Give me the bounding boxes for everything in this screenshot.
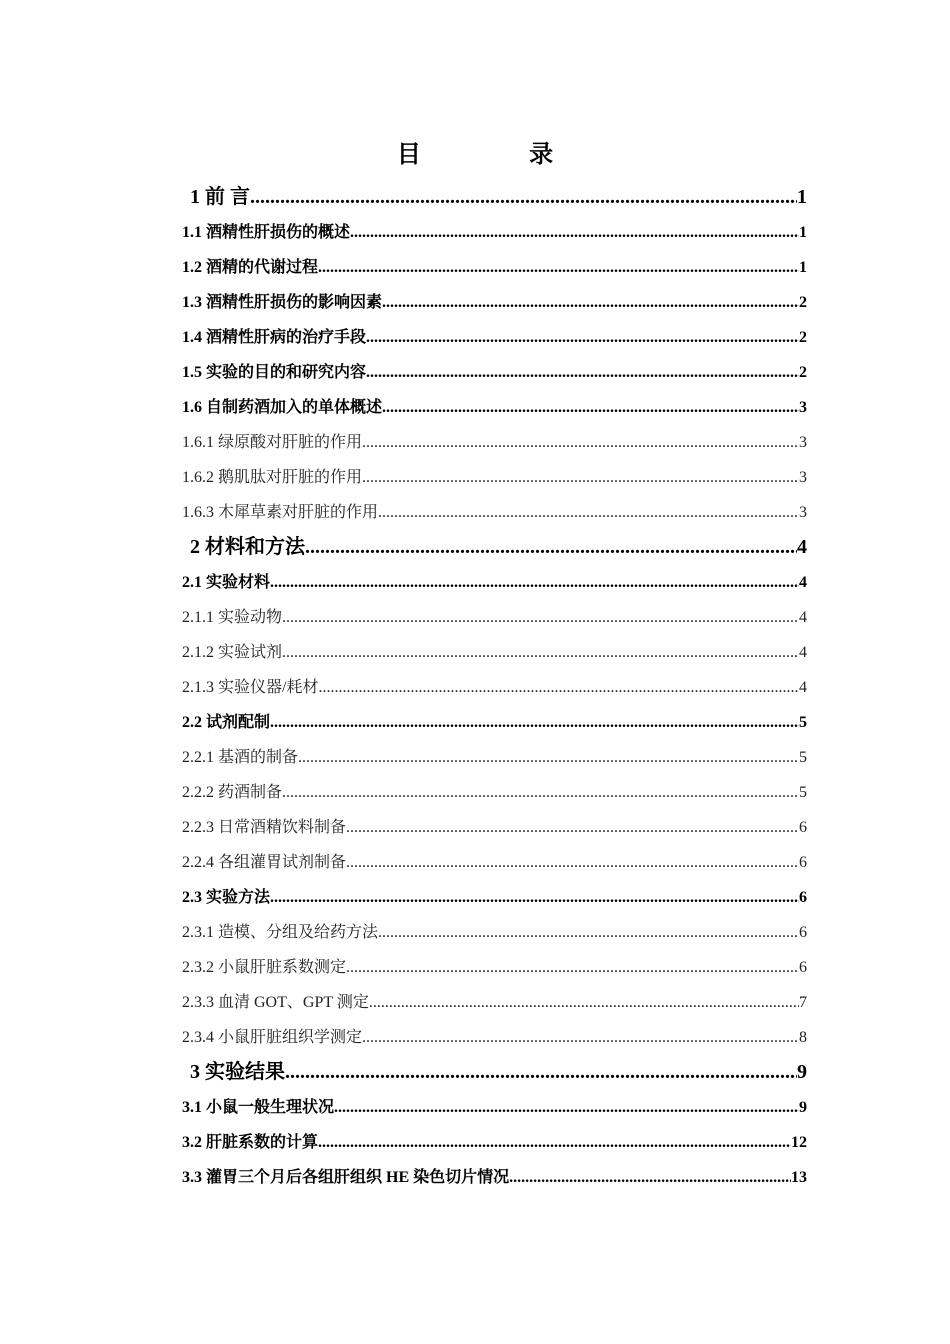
toc-entry[interactable] (182, 880, 807, 915)
toc-entry-label: 3.3 灌胃三个月后各组肝组织 HE 染色切片情况 (182, 1169, 510, 1186)
toc-entry-page: 4 (797, 536, 807, 558)
toc-entry-label: 2.2.1 基酒的制备 (182, 749, 299, 766)
toc-entry-page: 7 (799, 994, 807, 1011)
dot-leader (318, 670, 799, 705)
toc-entry-label: 1.4 酒精性肝病的治疗手段 (182, 329, 367, 346)
toc-entry[interactable] (182, 530, 807, 565)
toc-entry-label: 2.1 实验材料 (182, 574, 271, 591)
dot-leader (382, 285, 799, 320)
toc-entry-page: 12 (791, 1134, 807, 1151)
toc-title: 目 录 (396, 140, 604, 168)
toc-entry-label: 1.6 自制药酒加入的单体概述 (182, 399, 383, 416)
toc-entry[interactable] (182, 705, 807, 740)
dot-leader (298, 740, 799, 775)
toc-entry-label: 1.5 实验的目的和研究内容 (182, 364, 367, 381)
toc-entry[interactable] (182, 425, 807, 460)
toc-entry-label: 2.1.3 实验仪器/耗材 (182, 679, 319, 696)
toc-entry[interactable] (182, 180, 807, 215)
toc-entry[interactable] (182, 1160, 807, 1195)
toc-entry-label: 2.3.1 造模、分组及给药方法 (182, 924, 379, 941)
dot-leader (378, 495, 799, 530)
dot-leader (270, 880, 799, 915)
dot-leader (366, 355, 799, 390)
toc-entry[interactable] (182, 950, 807, 985)
toc-entry-label: 2.3.4 小鼠肝脏组织学测定 (182, 1029, 363, 1046)
toc-entry[interactable] (182, 635, 807, 670)
dot-leader (350, 215, 799, 250)
toc-entry-label: 3 实验结果 (190, 1061, 285, 1083)
toc-entry-page: 8 (799, 1029, 807, 1046)
toc-entry-label: 2.3.2 小鼠肝脏系数测定 (182, 959, 347, 976)
toc-entry-page: 3 (799, 469, 807, 486)
toc-entry-label: 1.6.1 绿原酸对肝脏的作用 (182, 434, 363, 451)
dot-leader (270, 705, 799, 740)
toc-entry[interactable] (182, 775, 807, 810)
toc-entry-page: 4 (799, 644, 807, 661)
toc-entry-page: 2 (799, 294, 807, 311)
dot-leader (282, 775, 799, 810)
toc-entry[interactable] (182, 495, 807, 530)
toc-entry-page: 5 (799, 749, 807, 766)
toc-entry[interactable] (182, 565, 807, 600)
toc-entry-page: 6 (799, 924, 807, 941)
toc-entry[interactable] (182, 985, 807, 1020)
toc-entry-label: 3.1 小鼠一般生理状况 (182, 1099, 335, 1116)
dot-leader (346, 845, 799, 880)
toc-entry-page: 3 (799, 434, 807, 451)
toc-entry[interactable] (182, 460, 807, 495)
toc-entry[interactable] (182, 740, 807, 775)
table-of-contents (182, 180, 807, 1195)
toc-entry-page: 6 (799, 854, 807, 871)
toc-entry[interactable] (182, 1020, 807, 1055)
toc-entry-page: 1 (799, 259, 807, 276)
toc-entry-page: 2 (799, 364, 807, 381)
toc-entry-label: 2.1.1 实验动物 (182, 609, 283, 626)
toc-entry[interactable] (182, 1090, 807, 1125)
dot-leader (285, 1055, 797, 1090)
toc-entry-page: 2 (799, 329, 807, 346)
dot-leader (362, 1020, 799, 1055)
toc-entry[interactable] (182, 250, 807, 285)
toc-entry-label: 2.2.4 各组灌胃试剂制备 (182, 854, 347, 871)
toc-entry-label: 1.3 酒精性肝损伤的影响因素 (182, 294, 383, 311)
toc-entry-page: 6 (799, 959, 807, 976)
toc-entry[interactable] (182, 390, 807, 425)
dot-leader (270, 565, 799, 600)
toc-entry[interactable] (182, 320, 807, 355)
toc-entry-page: 6 (799, 819, 807, 836)
toc-entry-page: 9 (797, 1061, 807, 1083)
dot-leader (378, 915, 799, 950)
dot-leader (305, 530, 797, 565)
toc-entry[interactable] (182, 810, 807, 845)
toc-entry-label: 1.6.2 鹅肌肽对肝脏的作用 (182, 469, 363, 486)
toc-entry-label: 1.1 酒精性肝损伤的概述 (182, 224, 351, 241)
toc-entry-label: 2.3.3 血清 GOT、GPT 测定 (182, 994, 369, 1011)
toc-entry[interactable] (182, 845, 807, 880)
toc-entry[interactable] (182, 670, 807, 705)
toc-entry-label: 1.2 酒精的代谢过程 (182, 259, 319, 276)
dot-leader (334, 1090, 799, 1125)
toc-entry-page: 1 (797, 186, 807, 208)
toc-entry-label: 2 材料和方法 (190, 536, 305, 558)
toc-entry-page: 4 (799, 679, 807, 696)
dot-leader (346, 950, 799, 985)
toc-entry[interactable] (182, 1055, 807, 1090)
toc-entry-page: 5 (799, 714, 807, 731)
toc-entry-label: 1 前 言 (190, 186, 250, 208)
toc-entry-page: 1 (799, 224, 807, 241)
dot-leader (362, 425, 799, 460)
dot-leader (366, 320, 799, 355)
toc-entry[interactable] (182, 215, 807, 250)
dot-leader (282, 635, 799, 670)
dot-leader (318, 1125, 791, 1160)
dot-leader (382, 390, 799, 425)
dot-leader (362, 460, 799, 495)
toc-entry[interactable] (182, 1125, 807, 1160)
toc-entry-page: 3 (799, 504, 807, 521)
dot-leader (509, 1160, 791, 1195)
toc-entry[interactable] (182, 285, 807, 320)
toc-entry-label: 2.3 实验方法 (182, 889, 271, 906)
dot-leader (369, 985, 799, 1020)
toc-entry[interactable] (182, 600, 807, 635)
toc-entry-page: 3 (799, 399, 807, 416)
toc-entry-label: 2.1.2 实验试剂 (182, 644, 283, 661)
toc-entry-page: 4 (799, 574, 807, 591)
toc-entry[interactable] (182, 355, 807, 390)
toc-entry-page: 4 (799, 609, 807, 626)
toc-entry-label: 2.2.3 日常酒精饮料制备 (182, 819, 347, 836)
toc-entry-page: 9 (799, 1099, 807, 1116)
dot-leader (346, 810, 799, 845)
toc-entry-label: 3.2 肝脏系数的计算 (182, 1134, 319, 1151)
toc-entry-page: 13 (791, 1169, 807, 1186)
toc-entry-page: 5 (799, 784, 807, 801)
dot-leader (282, 600, 799, 635)
toc-entry-label: 2.2.2 药酒制备 (182, 784, 283, 801)
toc-entry-page: 6 (799, 889, 807, 906)
toc-entry[interactable] (182, 915, 807, 950)
toc-entry-label: 2.2 试剂配制 (182, 714, 271, 731)
dot-leader (318, 250, 799, 285)
toc-entry-label: 1.6.3 木犀草素对肝脏的作用 (182, 504, 379, 521)
dot-leader (250, 180, 797, 215)
